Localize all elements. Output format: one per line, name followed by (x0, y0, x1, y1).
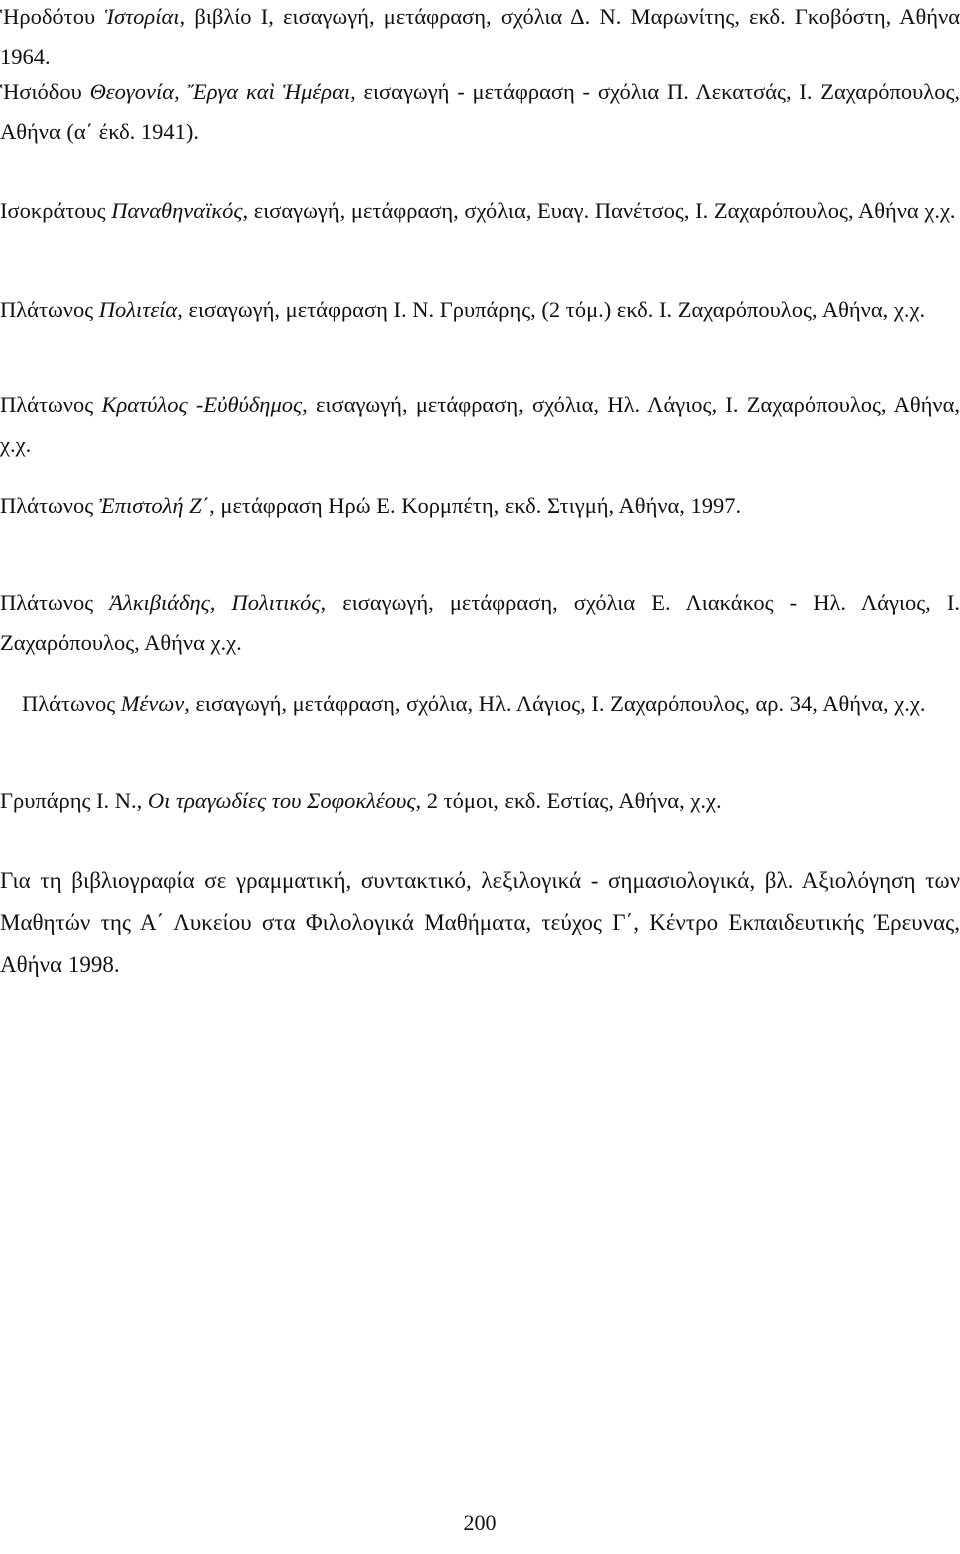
entry-author: Πλάτωνος (0, 590, 94, 615)
entry-details: , εισαγωγή, μετάφραση, σχόλια, Ηλ. Λάγιος, Ι. Ζαχαρόπουλος, αρ. 34, Αθήνα, χ.χ. (184, 691, 926, 716)
entry-details: , 2 τόμοι, εκδ. Εστίας, Αθήνα, χ.χ. (415, 788, 722, 813)
entry-title: Παναθηναϊκός (111, 198, 243, 223)
bibliography-entry (0, 191, 960, 231)
entry-details: , βιβλίο Ι, εισαγωγή, μετάφραση, σχόλια Δ. Ν. Μαρωνίτης, εκδ. Γκοβόστη, Αθήνα 1964. (0, 4, 960, 69)
bibliography-entry (0, 72, 960, 152)
bibliography-note: Για τη βιβλιογραφία σε γραμματική, συντακτικό, λεξιλογικά - σημασιολογικά, βλ. Αξιολόγηση των Μαθητών της Α΄ Λυκείου στα Φιλολογικά Μαθήματα, τεύχος Γ΄, Κέντρο Εκπαιδευτικής Έρευνας, Αθήνα 1998. (0, 868, 960, 977)
entry-details: , εισαγωγή, μετάφραση Ι. Ν. Γρυπάρης, (2 τόμ.) εκδ. Ι. Ζαχαρόπουλος, Αθήνα, χ.χ. (177, 297, 926, 322)
bibliography-entry (0, 486, 960, 526)
entry-title: Ἐπιστολή Ζ΄ (98, 493, 210, 518)
entry-title: Μένων (120, 691, 185, 716)
entry-title: Ἱστορίαι (104, 4, 180, 29)
entry-title: Κρατύλος -Εὐθύδημος (101, 392, 303, 417)
entry-details: , εισαγωγή, μετάφραση, σχόλια, Ευαγ. Πανέτσος, Ι. Ζαχαρόπουλος, Αθήνα χ.χ. (242, 198, 956, 223)
entry-author: Πλάτωνος (0, 297, 94, 322)
entry-details: , εισαγωγή, μετάφραση, σχόλια, Ηλ. Λάγιος, Ι. Ζαχαρόπουλος, Αθήνα, χ.χ. (0, 392, 960, 457)
bibliography-entry (0, 0, 960, 77)
entry-author: Πλάτωνος (22, 691, 116, 716)
entry-title: Πολιτεία (98, 297, 178, 322)
entry-author: Γρυπάρης Ι. Ν., (0, 788, 143, 813)
bibliography-entry (0, 781, 960, 821)
entry-title: Ἀλκιβιάδης, Πολιτικός (109, 590, 321, 615)
entry-author: Ἡσιόδου (0, 79, 82, 104)
entry-author: Ἡροδότου (0, 4, 96, 29)
entry-author: Πλάτωνος (0, 493, 94, 518)
entry-title: Οι τραγωδίες του Σοφοκλέους (147, 788, 416, 813)
bibliography-entry (0, 290, 960, 330)
entry-author: Ισοκράτους (0, 198, 106, 223)
entry-details: , εισαγωγή - μετάφραση - σχόλια Π. Λεκατσάς, Ι. Ζαχαρόπουλος, Αθήνα (α΄ έκδ. 1941). (0, 79, 960, 144)
bibliography-entry (0, 583, 960, 663)
page-number: 200 (463, 1510, 497, 1535)
entry-details: , εισαγωγή, μετάφραση, σχόλια Ε. Λιακάκος - Ηλ. Λάγιος, Ι. Ζαχαρόπουλος, Αθήνα χ.χ. (0, 590, 960, 655)
entry-details: , μετάφραση Ηρώ Ε. Κορμπέτη, εκδ. Στιγμή, Αθήνα, 1997. (209, 493, 742, 518)
bibliography-entry (22, 684, 960, 724)
entry-title: Θεογονία, Ἔργα καὶ Ἡμέραι (89, 79, 351, 104)
entry-author: Πλάτωνος (0, 392, 94, 417)
bibliography-entry (0, 385, 960, 465)
